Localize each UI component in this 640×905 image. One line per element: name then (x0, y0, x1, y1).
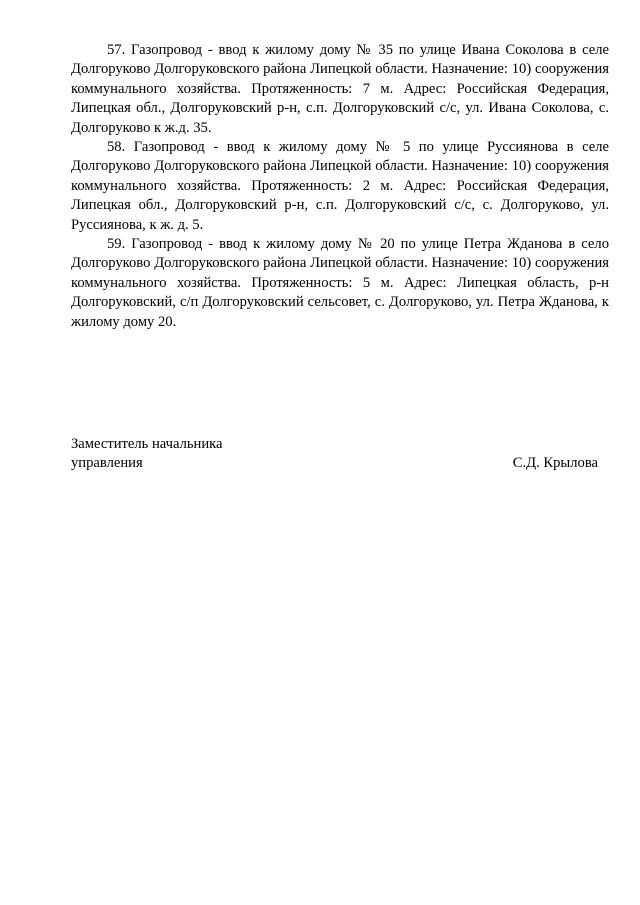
signature-row (71, 454, 598, 473)
list-item: 57. Газопровод - ввод к жилому дому № 35 по улице Ивана Соколова в селе Долгоруково Долгоруковского района Липецкой области. Назначение: 10) сооружения коммунального хозяйства. Протяженность: 7 м. Адрес: Российская Федерация, Липецкая обл., Долгоруковский р-н, с.п. Долгоруковский с/с, ул. Ивана Соколова, с. Долгоруково к ж.д. 35. (71, 42, 609, 136)
document-body (71, 41, 609, 332)
signatory-position-line1: Заместитель начальника (71, 436, 223, 452)
signatory-name: С.Д. Крылова (512, 455, 598, 472)
list-item: 58. Газопровод - ввод к жилому дому № 5 по улице Руссиянова в селе Долгоруково Долгоруковского района Липецкой области. Назначение: 10) сооружения коммунального хозяйства. Протяженность: 2 м. Адрес: Российская Федерация, Липецкая обл., Долгоруковский р-н, с.п. Долгоруковский с/с, с. Долгоруково, ул. Руссиянова, к ж. д. 5. (71, 139, 609, 233)
list-item: 59. Газопровод - ввод к жилому дому № 20 по улице Петра Жданова в село Долгоруково Долгоруковского района Липецкой области. Назначение: 10) сооружения коммунального хозяйства. Протяженность: 5 м. Адрес: Липецкая область, р-н Долгоруковский, с/п Долгоруковский сельсовет, с. Долгоруково, ул. Петра Жданова, к жилому дому 20. (71, 236, 609, 330)
signature-block (71, 435, 598, 474)
signatory-position-line2: управления (71, 455, 143, 472)
